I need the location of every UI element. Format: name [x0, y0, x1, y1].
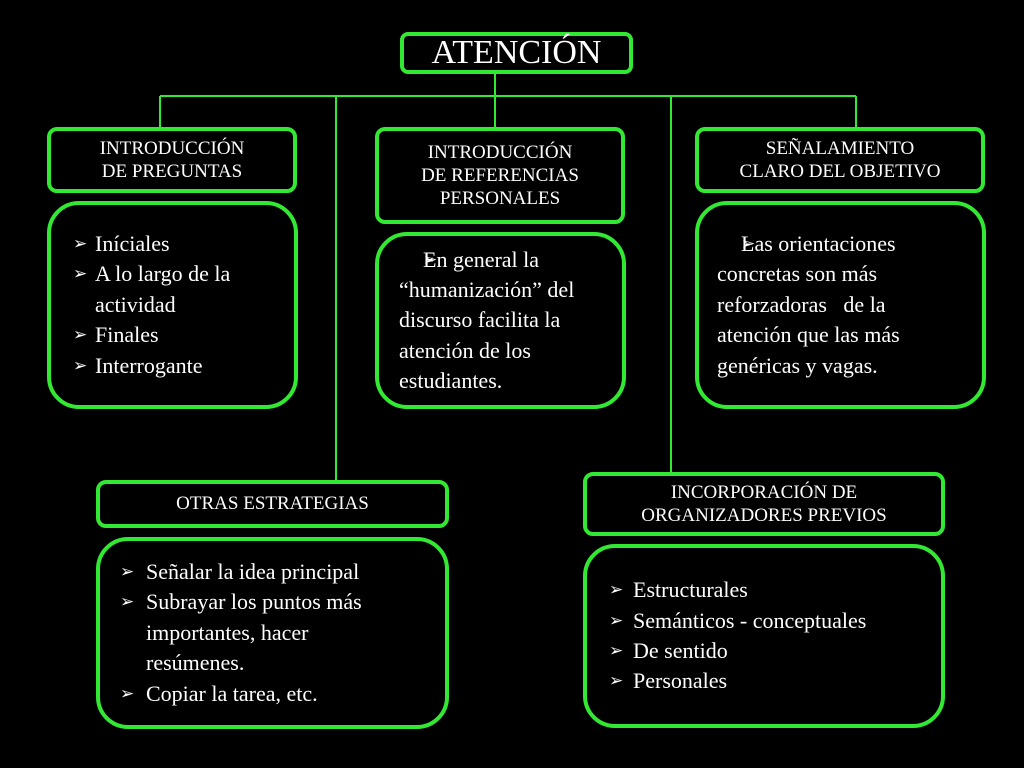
panel-otras [96, 537, 449, 729]
bullet-item: ➢ En general la “humanización” del discurso facilita la atención de los estudiantes. [399, 245, 599, 397]
bullet-list-otras [120, 557, 410, 709]
bullet-item: ➢ Iníciales [73, 229, 284, 259]
panel-objetivo [695, 201, 986, 409]
bullet-list-organizadores [609, 575, 931, 696]
heading-senalamiento-claro-del-objetivo [695, 127, 985, 193]
bullet-item: ➢ Subrayar los puntos más importantes, hacer resúmenes. [120, 587, 410, 678]
bullet-list-objetivo [717, 229, 957, 381]
heading-otras-estrategias [96, 480, 449, 528]
bullet-list-referencias [399, 245, 599, 397]
root-node-atencion [400, 32, 633, 74]
bullet-item: ➢ Interrogante [73, 351, 284, 381]
bullet-item: ➢ A lo largo de la actividad [73, 259, 284, 320]
bullet-item: ➢ Semánticos - conceptuales [609, 606, 931, 636]
bullet-list-preguntas [73, 229, 284, 381]
heading-line: ORGANIZADORES PREVIOS [641, 505, 887, 526]
heading-line: INCORPORACIÓN DE [670, 481, 858, 503]
heading-line: DE PREGUNTAS [101, 161, 243, 182]
bullet-item: ➢ Finales [73, 320, 284, 350]
root-title: ATENCIÓN [431, 34, 602, 72]
heading-line: CLARO DEL OBJETIVO [739, 161, 941, 182]
panel-preguntas [47, 201, 298, 409]
heading-line: DE REFERENCIAS [421, 164, 579, 186]
bullet-item: ➢ De sentido [609, 636, 931, 666]
heading-line: INTRODUCCIÓN [427, 141, 573, 163]
panel-referencias [375, 232, 626, 409]
bullet-item: ➢ Señalar la idea principal [120, 557, 410, 587]
heading-introduccion-de-referencias-personales [375, 127, 625, 224]
heading-introduccion-de-preguntas [47, 127, 297, 193]
heading-line: PERSONALES [439, 188, 561, 210]
heading-line: OTRAS ESTRATEGIAS [176, 493, 369, 515]
bullet-item: ➢ Personales [609, 666, 931, 696]
bullet-item: ➢ Estructurales [609, 575, 931, 605]
bullet-item: ➢ Las orientaciones concretas son más reforzadoras de la atención que las más genéricas y vagas. [717, 229, 957, 381]
bullet-item: ➢ Copiar la tarea, etc. [120, 679, 410, 709]
panel-organizadores [583, 544, 945, 728]
heading-line: SEÑALAMIENTO [765, 137, 915, 159]
heading-incorporacion-de-organizadores-previos [583, 472, 945, 536]
heading-line: INTRODUCCIÓN [99, 137, 245, 159]
